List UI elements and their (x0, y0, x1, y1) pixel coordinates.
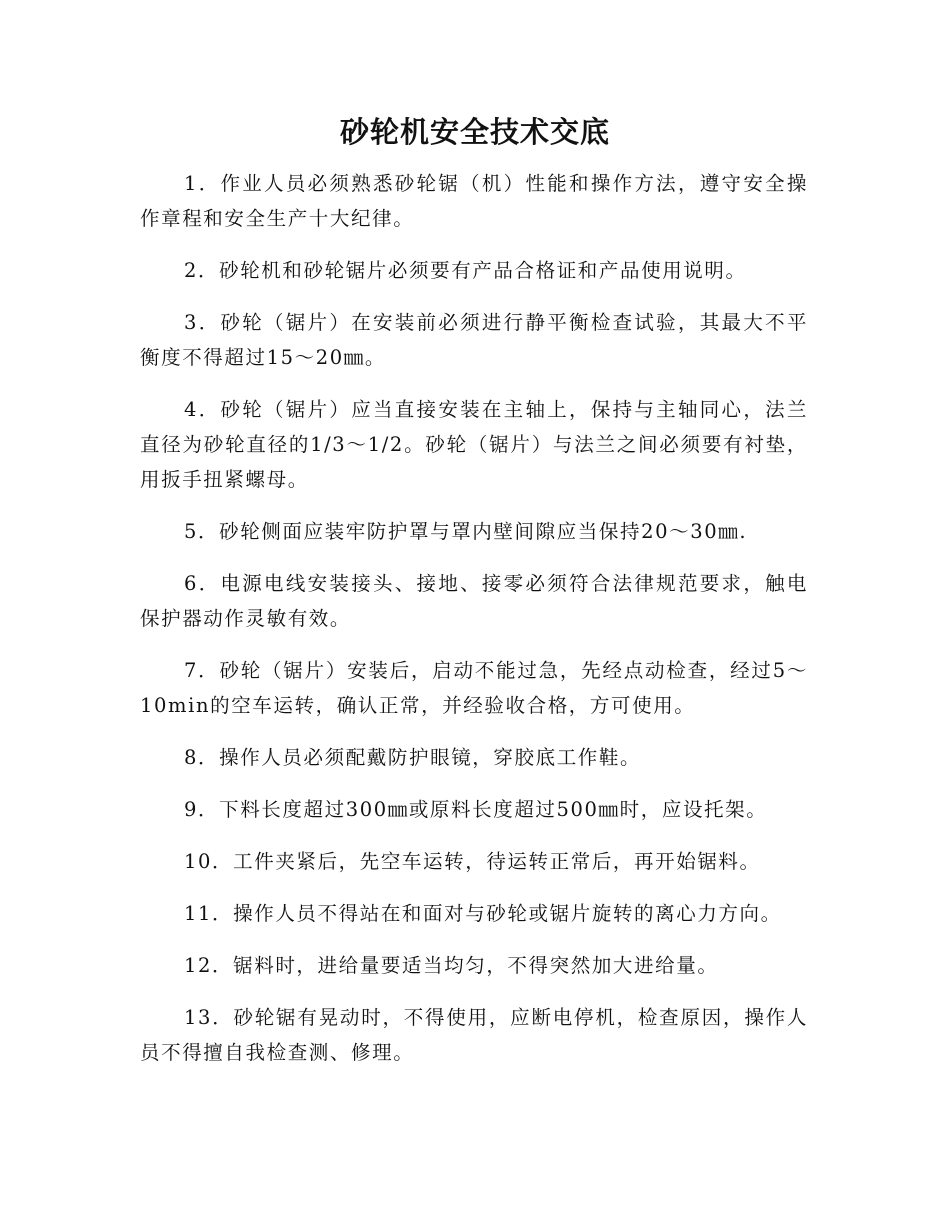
paragraph-11: 11．操作人员不得站在和面对与砂轮或锯片旋转的离心力方向。 (184, 902, 782, 925)
paragraph-13: 13．砂轮锯有晃动时，不得使用，应断电停机，检查原因，操作人员不得擅自我检查测、修理。 (140, 1006, 808, 1064)
paragraph-1: 1．作业人员必须熟悉砂轮锯（机）性能和操作方法，遵守安全操作章程和安全生产十大纪律。 (140, 172, 808, 230)
paragraph-9: 9．下料长度超过300㎜或原料长度超过500㎜时，应设托架。 (184, 798, 768, 821)
paragraph-12: 12．锯料时，进给量要适当均匀，不得突然加大进给量。 (184, 954, 719, 977)
paragraph-2: 2．砂轮机和砂轮锯片必须要有产品合格证和产品使用说明。 (184, 259, 747, 282)
paragraph-5: 5．砂轮侧面应装牢防护罩与罩内壁间隙应当保持20～30㎜. (184, 520, 748, 543)
paragraph-4: 4．砂轮（锯片）应当直接安装在主轴上，保持与主轴同心，法兰直径为砂轮直径的1/3～1/2。砂轮（锯片）与法兰之间必须要有衬垫，用扳手扭紧螺母。 (140, 398, 808, 491)
paragraph-3: 3．砂轮（锯片）在安装前必须进行静平衡检查试验，其最大不平衡度不得超过15～20㎜。 (140, 311, 808, 369)
document-body (140, 166, 808, 1087)
paragraph-6: 6．电源电线安装接头、接地、接零必须符合法律规范要求，触电保护器动作灵敏有效。 (140, 572, 808, 630)
paragraph-10: 10．工件夹紧后，先空车运转，待运转正常后，再开始锯料。 (184, 850, 761, 873)
document-title: 砂轮机安全技术交底 (339, 115, 610, 149)
paragraph-8: 8．操作人员必须配戴防护眼镜，穿胶底工作鞋。 (184, 746, 642, 769)
paragraph-7: 7．砂轮（锯片）安装后，启动不能过急，先经点动检查，经过5～10min的空车运转，确认正常，并经验收合格，方可使用。 (140, 659, 808, 717)
